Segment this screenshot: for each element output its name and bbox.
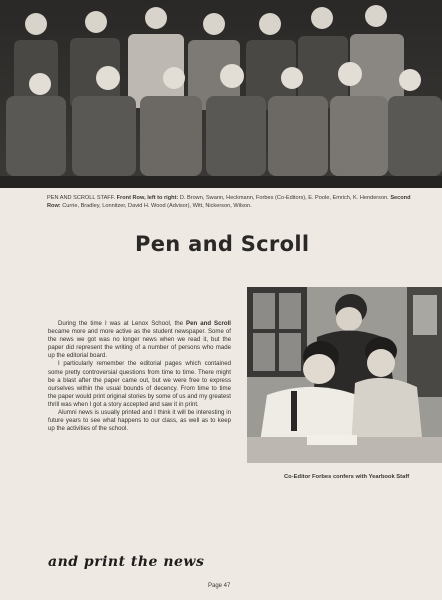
- p1-newspaper-name: Pen and Scroll: [186, 320, 231, 327]
- group-photo-caption: [47, 194, 419, 210]
- p1-start: During the time I was at Lenox School, the: [58, 320, 184, 327]
- footer-script-heading: and print the news: [48, 554, 205, 570]
- caption-row1-names: D. Brown, Swann, Heckmann, Forbes (Co-Editors), E. Poole, Emrich, K. Henderson.: [179, 195, 389, 201]
- paragraph-3: Alumni news is usually printed and I think it will be interesting in future years to see what happens to our class, as well as to keep up the activities of the school.: [48, 409, 231, 433]
- co-editor-photo: [247, 287, 442, 463]
- co-editor-photo-graphic: [247, 287, 442, 463]
- staff-group-photo: [0, 0, 442, 188]
- caption-row2-label: Second Row:: [47, 195, 411, 209]
- page-title: Pen and Scroll: [135, 232, 310, 256]
- caption-lead: PEN AND SCROLL STAFF.: [47, 195, 116, 201]
- co-editor-photo-caption: Co-Editor Forbes confers with Yearbook Staff: [284, 474, 410, 480]
- p1-end: became more and more active as the student newspaper. Some of the news we got was no longer news when we read it, but the paper did represent the writing of a number of persons who made up the editorial board.: [48, 328, 231, 360]
- paragraph-1: [48, 320, 231, 360]
- group-photo-graphic: [0, 0, 442, 188]
- caption-row2-names: Currie, Bradley, Lonnitzer, David H. Wood (Advisor), Witt, Nickerson, Wilson.: [62, 203, 252, 209]
- paragraph-2: I particularly remember the editorial pages which contained some pretty controversial questions from time to time. There might be a blast after the paper came out, but we were free to express ourselves within the usual bounds of decency. From time to time the paper would print original stories by some of us and my greatest thrill was when I got a story accepted and saw it in print.: [48, 360, 231, 408]
- page-number: Page 47: [208, 583, 231, 589]
- caption-row1-label: Front Row, left to right:: [116, 195, 179, 201]
- article-body: [48, 320, 231, 433]
